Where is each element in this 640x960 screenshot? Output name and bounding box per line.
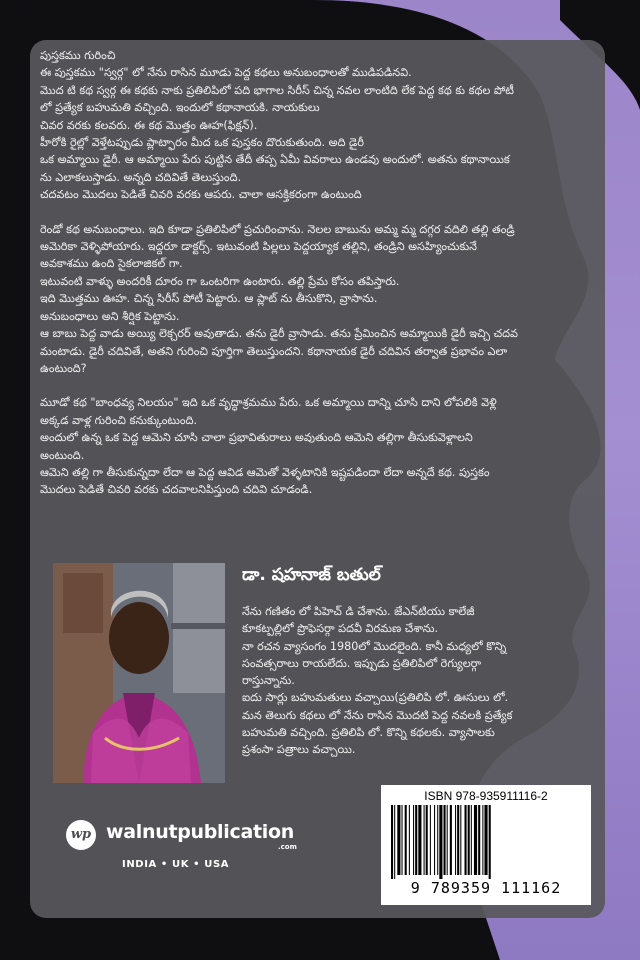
book-intro-heading: పుస్తకము గురించి (40, 49, 116, 62)
second-story-line: ఇటువంటి వాళ్ళు అందరికీ దూరం గా ఒంటరిగా ఉంటారు. తల్లి ప్రేమ కోసం తపిస్తారు. (40, 274, 400, 288)
second-story-line: అమెరికా వెళ్ళిపోయారు. ఇద్దరూ డాక్టర్స్. ఇటువంటి పిల్లలు పెద్దయ్యాక తల్లిని, తండ్రిని అసహ్యించుకునే (40, 240, 477, 254)
barcode-bar (450, 805, 452, 875)
third-story-line: మొదలు పెడితే చివరి వరకు చదవాలనిపిస్తుంది చదివి చూడండి. (40, 483, 313, 497)
second-story-line: ఆ బాబు పెద్ద వాడు అయ్యి లెక్చరర్ అవుతాడు. తను డైరీ వ్రాసాడు. తను ప్రేమించిన అమ్మాయికి డైరీ ఇచ్చి చదవ (40, 327, 518, 341)
barcode-bar (468, 805, 470, 875)
book-intro-line: చివర వరకు కలవరు. ఈ కథ మొత్తం ఊహ(ఫిక్షన్). (40, 118, 258, 132)
book-intro-line: లో ప్రత్యేక బహుమతి వచ్చింది. ఇందులో కథానాయకి. నాయకులు (40, 101, 320, 115)
book-intro-line: చదవటం మొదలు పెడితే చివరి వరకు ఆపరు. చాలా ఆసక్తికరంగా ఉంటుంది (40, 188, 362, 202)
barcode-bar (455, 805, 456, 875)
author-bio-line: బహుమతి వచ్చింది. ప్రతిలిపి లో. కొన్ని కథలకు. వ్యాసాలకు (242, 726, 495, 740)
book-intro-line: మొద టి కథ స్వర్గ ఈ కథకు నాకు ప్రతిలిపిలో పది భాగాల సిరీస్ చిన్న నవల లాంటిది లేక పెద్ద కథ కు కథల పోటీ (40, 83, 514, 97)
barcode-bar (447, 805, 448, 875)
barcode-bar (484, 805, 487, 875)
book-intro-line: ను ఎలాకలుస్తాడు. అన్నది చదివితే తెలుస్తుంది. (40, 170, 242, 184)
barcode-bar (439, 805, 442, 879)
publisher-name: walnutpublication (106, 821, 294, 843)
barcode-digits: 9 789359 111162 (410, 879, 562, 897)
author-bio-line: నా రచన వ్యాసంగం 1980లో మొదలైంది. కానీ మధ్యలో కొన్ని (242, 639, 507, 653)
isbn-barcode (381, 785, 591, 905)
second-story-line: ఉంటుంది? (40, 361, 87, 375)
author-name: డా. షహనాజ్ బతుల్ (242, 565, 381, 585)
barcode-bar (457, 805, 459, 875)
second-story-line: మంటాడు. డైరీ చదివితే, అతని గురించి పూర్తిగా తెలుస్తుందని. కథానాయక డైరీ చదివిన తర్వాత ప్రభావం ఎలా (40, 344, 508, 358)
third-story-line: అక్కడ వాళ్ల గురించి కనుక్కుంటుంది. (40, 413, 198, 427)
barcode-bar (482, 805, 483, 875)
third-story-line: అందులో ఉన్న ఒక పెద్ద ఆమెని చూసి చాలా ప్రభావితురాలు అవుతుంది ఆమెని తల్లిగా తీసుకువెళ్లాలని (40, 431, 473, 445)
barcode-bar (465, 805, 467, 875)
barcode-bar (391, 805, 393, 879)
author-bio-line: నేను గణితం లో పిహెచ్ డి చేశాను. జేఎన్‌టియు కాలేజీ (242, 605, 475, 618)
publisher-domain: .com (278, 843, 297, 851)
barcode-bar (394, 805, 395, 879)
book-intro-line: ఈ పుస్తకము "స్వర్గ" లో నేను రాసిన మూడు పెద్ద కథలు అనుబంధాలతో ముడిపడినవి. (40, 66, 412, 80)
barcode-bar (444, 805, 446, 875)
book-intro-line: ఒక అమ్మాయి డైరీ. ఆ అమ్మాయి పేరు పుట్టిన తేదీ తప్ప ఏమీ వివరాలు ఉండవు అందులో. అతను కథానాయిక (40, 153, 510, 167)
barcode-bar (405, 805, 407, 875)
author-bio-line: మన తెలుగు కథలు లో నేను రాసిన మొదటి పెద్ద నవలకి ప్రత్యేక (242, 708, 513, 722)
publisher-logo-icon: wp (66, 820, 96, 850)
barcode-bar (434, 805, 435, 875)
publisher-block (66, 818, 306, 878)
barcode-bar (415, 805, 417, 875)
isbn-label: ISBN 978-935911116-2 (424, 789, 548, 803)
barcode-bar (397, 805, 400, 875)
barcode-bar (478, 805, 480, 875)
barcode-bar (430, 805, 431, 875)
second-story-line: ఇది మొత్తము ఊహ. చిన్న సిరీస్ పోటీ పెట్టారు. ఆ ప్లాట్ ను తీసుకొని, వ్రాసాను. (40, 292, 378, 306)
third-story-line: ఆమెని తల్లి గా తీసుకున్నదా లేదా ఆ పెద్ద ఆవిడ ఆమెతో వెళ్ళటానికి ఇష్టపడిందా లేదా అన్నదే కథ. పుస్తకం (40, 465, 490, 479)
book-intro-section (40, 47, 595, 499)
barcode-bar (489, 805, 491, 879)
third-story-line: అంటుంది. (40, 448, 85, 462)
second-story-line: అవకాశము ఉంది సైకలాజికల్ గా. (40, 257, 183, 271)
barcode-bar (426, 805, 428, 875)
barcode-bar (471, 805, 472, 875)
author-bio-line: సంవత్సరాలు రాయలేదు. ఇప్పుడు ప్రతిలిపిలో రెగ్యులర్గా (242, 656, 482, 670)
publisher-countries: INDIA • UK • USA (122, 859, 230, 870)
author-bio-line: ప్రశంసా పత్రాలు వచ్చాయి. (242, 743, 356, 757)
barcode-bar (418, 805, 421, 875)
author-bio-line: కూకట్పల్లిలో ప్రొఫెసర్గా పదవీ విరమణ చేశాను. (242, 622, 439, 636)
barcode-bars (389, 805, 583, 879)
barcode-bar (409, 805, 410, 875)
barcode-bar (460, 805, 461, 875)
third-story-line: మూడో కథ "బాంధవ్య నిలయం" ఇది ఒక వృద్ధాశ్రమము పేరు. ఒక అమ్మాయి దాన్ని చూసి దాని లోపలికి వెళ్లి (40, 396, 497, 410)
barcode-bar (474, 805, 477, 875)
barcode-bar (424, 805, 425, 875)
barcode-bar (402, 805, 403, 875)
second-story-line: అనుబంధాలు అని శీర్షిక పెట్టాను. (40, 309, 180, 323)
author-bio-line: రాస్తున్నాను. (242, 674, 295, 688)
author-bio (242, 603, 594, 759)
author-bio-line: ఐదు సార్లు బహుమతులు వచ్చాయి(ప్రతిలిపి లో. ఊసులు లో. (242, 691, 509, 705)
barcode-bar (437, 805, 438, 875)
barcode-bar (413, 805, 414, 875)
book-intro-line: హీరోకి రైల్లో వెళ్తేటప్పుడు ప్లాట్ఫారం మీద ఒక పుస్తకం దొరుకుతుంది. అది డైరీ (40, 136, 364, 150)
author-photo (53, 563, 225, 783)
second-story-line: రెండో కథ అనుబంధాలు. ఇది కూడా ప్రతిలిపిలో ప్రచురించాను. నెలల బాబును అమ్మ మ్మ దగ్గర వదిలి తల్లి తండ్రి (40, 222, 515, 236)
